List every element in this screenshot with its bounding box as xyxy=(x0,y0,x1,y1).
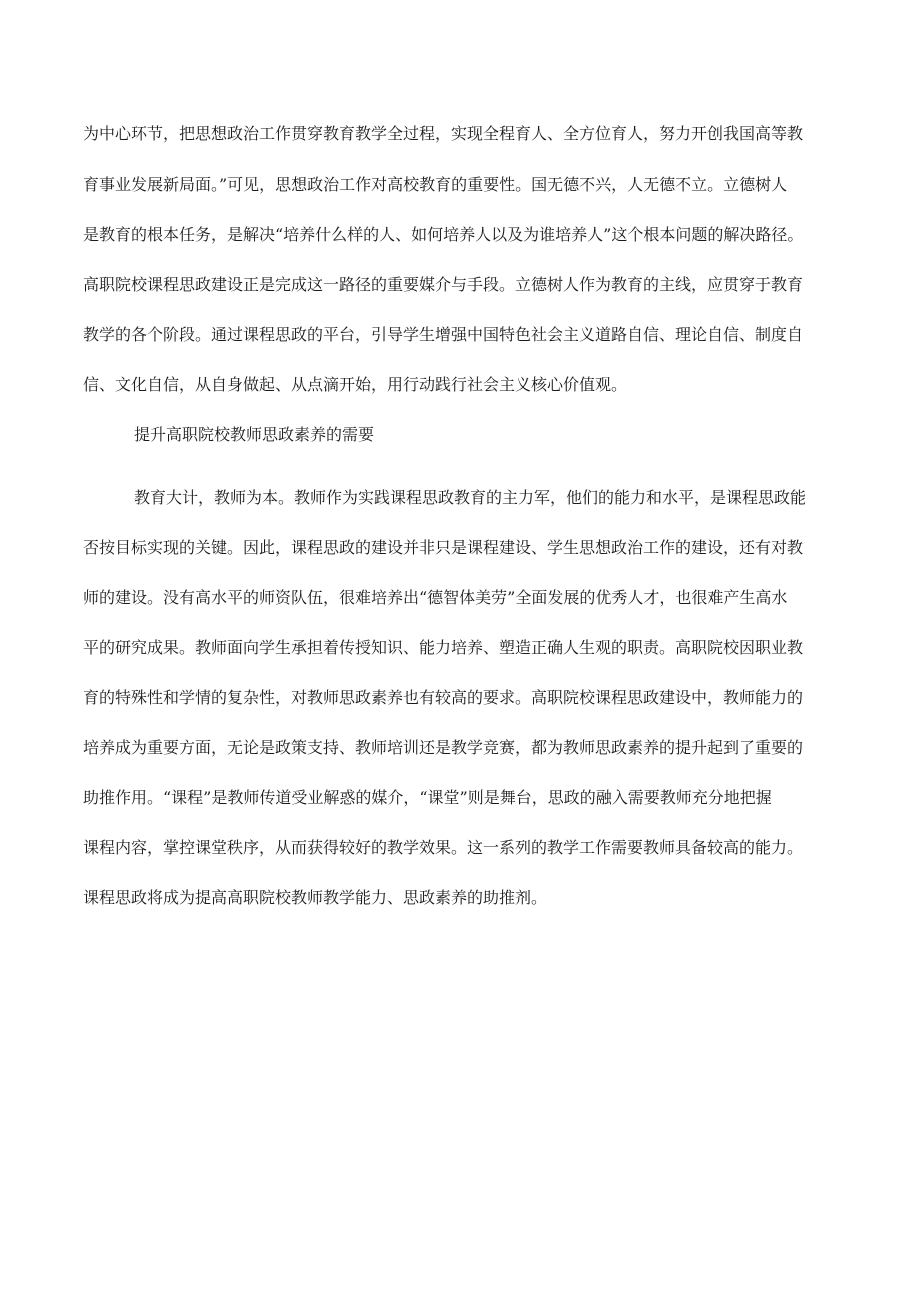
paragraph-2-line-2: 否按目标实现的关键。因此，课程思政的建设并非只是课程建设、学生思想政治工作的建设，还有对教 xyxy=(83,538,804,557)
paragraph-2-line-6: 培养成为重要方面，无论是政策支持、教师培训还是教学竞赛，都为教师思政素养的提升起到了重要的 xyxy=(83,738,804,757)
paragraph-1-line-6: 信、文化自信，从自身做起、从点滴开始，用行动践行社会主义核心价值观。 xyxy=(83,375,628,394)
paragraph-2-line-4: 平的研究成果。教师面向学生承担着传授知识、能力培养、塑造正确人生观的职责。高职院校因职业教 xyxy=(83,638,804,657)
paragraph-2-line-7: 助推作用。“课程”是教师传道受业解惑的媒介，“课堂”则是舞台，思政的融入需要教师充分地把握 xyxy=(83,788,772,807)
paragraph-2-line-5: 育的特殊性和学情的复杂性，对教师思政素养也有较高的要求。高职院校课程思政建设中，教师能力的 xyxy=(83,688,804,707)
paragraph-1-line-1: 为中心环节，把思想政治工作贯穿教育教学全过程，实现全程育人、全方位育人，努力开创我国高等教 xyxy=(83,124,804,143)
paragraph-2-line-8: 课程内容，掌控课堂秩序，从而获得较好的教学效果。这一系列的教学工作需要教师具备较高的能力。 xyxy=(83,838,804,857)
paragraph-1-line-2: 育事业发展新局面。”可见，思想政治工作对高校教育的重要性。国无德不兴，人无德不立。立德树人 xyxy=(83,175,788,194)
paragraph-1-line-5: 教学的各个阶段。通过课程思政的平台，引导学生增强中国特色社会主义道路自信、理论自信、制度自 xyxy=(83,325,804,344)
section-heading: 提升高职院校教师思政素养的需要 xyxy=(134,425,375,444)
paragraph-2-line-9: 课程思政将成为提高高职院校教师教学能力、思政素养的助推剂。 xyxy=(83,888,548,907)
paragraph-2-line-1: 教育大计，教师为本。教师作为实践课程思政教育的主力军，他们的能力和水平，是课程思政能 xyxy=(134,488,807,507)
paragraph-1-line-4: 高职院校课程思政建设正是完成这一路径的重要媒介与手段。立德树人作为教育的主线，应贯穿于教育 xyxy=(83,275,804,294)
paragraph-2-line-3: 师的建设。没有高水平的师资队伍，很难培养出“德智体美劳”全面发展的优秀人才，也很难产生高水 xyxy=(83,588,788,607)
paragraph-1-line-3: 是教育的根本任务，是解决“培养什么样的人、如何培养人以及为谁培养人”这个根本问题的解决路径。 xyxy=(83,225,804,244)
